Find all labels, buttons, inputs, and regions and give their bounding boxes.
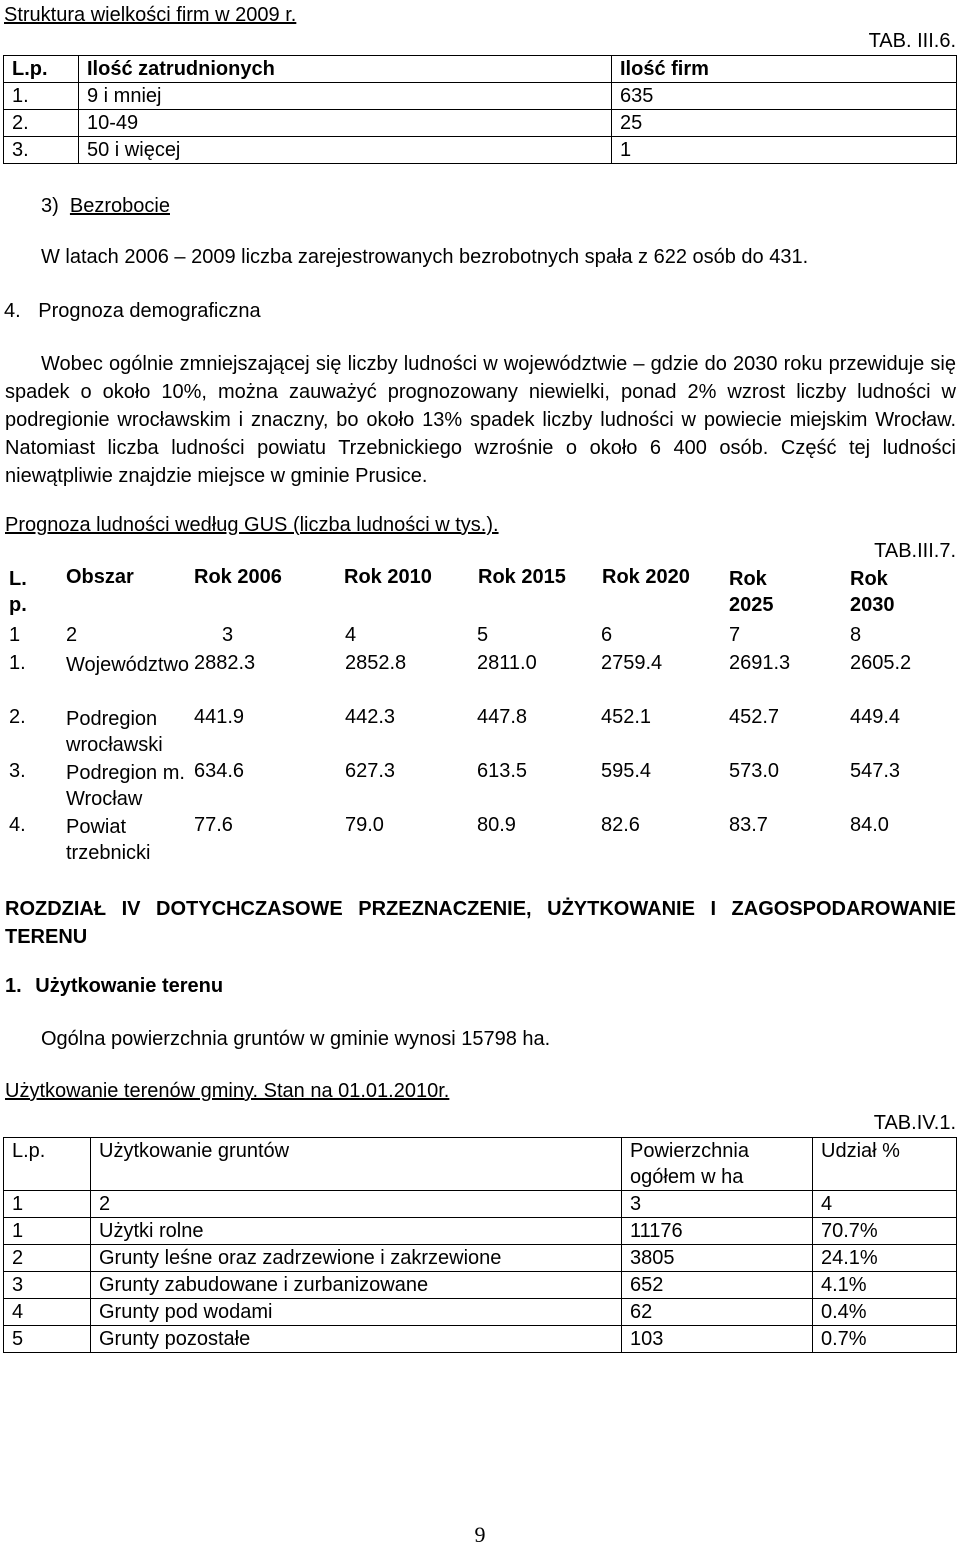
land-use-table-title: Użytkowanie terenów gminy. Stan na 01.01.2010r. <box>5 1080 450 1102</box>
table-cell: 62 <box>622 1299 813 1326</box>
table-header-row <box>4 1138 957 1191</box>
table-cell: 634.6 <box>194 760 245 782</box>
table-cell: L.p. <box>4 56 79 83</box>
table-row <box>4 1272 957 1299</box>
col-number: 8 <box>850 624 862 646</box>
table-cell: 573.0 <box>729 760 780 782</box>
table-cell: 4. <box>9 814 26 836</box>
table-cell: 452.1 <box>601 706 652 728</box>
table-cell: 2882.3 <box>194 652 256 674</box>
col-header-2020: Rok 2020 <box>602 566 690 588</box>
table-cell: Powiat trzebnicki <box>66 816 151 864</box>
table-cell: 4 <box>4 1299 91 1326</box>
table-cell: Grunty leśne oraz zadrzewione i zakrzewione <box>91 1245 622 1272</box>
table-cell: Grunty zabudowane i zurbanizowane <box>91 1272 622 1299</box>
table-row <box>4 1326 957 1353</box>
table-cell: 452.7 <box>729 706 780 728</box>
table-cell: 1 <box>4 1191 91 1218</box>
col-header-lp: L. p. <box>9 568 27 616</box>
table-cell: 2605.2 <box>850 652 912 674</box>
section-3-title: Bezrobocie <box>69 195 170 217</box>
table-cell: 24.1% <box>813 1245 957 1272</box>
table-row <box>4 137 957 164</box>
subsection-title: Użytkowanie terenu <box>35 975 224 997</box>
table-cell: Grunty pod wodami <box>91 1299 622 1326</box>
table-cell: 547.3 <box>850 760 901 782</box>
table-cell: 80.9 <box>477 814 516 836</box>
table-cell: 2 <box>91 1191 622 1218</box>
table-row <box>4 1191 957 1218</box>
table-cell: 83.7 <box>729 814 768 836</box>
table-cell: 1 <box>4 1218 91 1245</box>
col-header-2030: Rok 2030 <box>850 568 895 616</box>
subsection-number: 1. <box>5 975 22 997</box>
land-use-table <box>3 1137 957 1353</box>
header-title: Struktura wielkości firm w 2009 r. <box>4 4 297 26</box>
col-header-2010: Rok 2010 <box>344 566 432 588</box>
table-cell: 0.4% <box>813 1299 957 1326</box>
col-number: 4 <box>345 624 357 646</box>
table-cell: 1. <box>4 83 79 110</box>
tab1-label: TAB. III.6. <box>868 30 956 52</box>
table-cell: 82.6 <box>601 814 640 836</box>
table-cell: 449.4 <box>850 706 901 728</box>
table-cell: 3. <box>9 760 26 782</box>
table-row <box>4 1245 957 1272</box>
col-number: 1 <box>9 624 21 646</box>
table-cell: 84.0 <box>850 814 889 836</box>
table-cell: Powierzchnia ogółem w ha <box>622 1138 813 1191</box>
table-cell: 595.4 <box>601 760 652 782</box>
table-cell: 447.8 <box>477 706 528 728</box>
firm-size-table <box>3 55 957 164</box>
table-cell: 4 <box>813 1191 957 1218</box>
table-cell: 5 <box>4 1326 91 1353</box>
subsection-heading <box>5 975 223 998</box>
table-cell: 4.1% <box>813 1272 957 1299</box>
col-header-area: Obszar <box>66 566 134 588</box>
table-cell: Udział % <box>813 1138 957 1191</box>
table-cell: 2691.3 <box>729 652 791 674</box>
table-header-row <box>4 56 957 83</box>
table-cell: Grunty pozostałe <box>91 1326 622 1353</box>
table-row <box>4 83 957 110</box>
table-cell: 1. <box>9 652 26 674</box>
section-4-number: 4. <box>4 300 21 322</box>
table-cell: 3805 <box>622 1245 813 1272</box>
col-number: 7 <box>729 624 741 646</box>
table-row <box>4 1299 957 1326</box>
table-cell: Ilość firm <box>612 56 957 83</box>
total-area-text: Ogólna powierzchnia gruntów w gminie wynosi 15798 ha. <box>41 1028 551 1050</box>
section-4-title: Prognoza demograficzna <box>38 300 261 322</box>
table-cell: 441.9 <box>194 706 245 728</box>
col-header-2025: Rok 2025 <box>729 568 774 616</box>
table-cell: Użytkowanie gruntów <box>91 1138 622 1191</box>
table-cell: 2. <box>9 706 26 728</box>
table-cell: 2852.8 <box>345 652 407 674</box>
col-number: 2 <box>66 624 78 646</box>
table-cell: 70.7% <box>813 1218 957 1245</box>
table-cell: 79.0 <box>345 814 384 836</box>
tab3-label: TAB.IV.1. <box>873 1112 956 1134</box>
table-cell: Użytki rolne <box>91 1218 622 1245</box>
table-cell: 652 <box>622 1272 813 1299</box>
population-table-title: Prognoza ludności według GUS (liczba ludności w tys.). <box>5 514 499 536</box>
table-cell: 2759.4 <box>601 652 663 674</box>
table-row <box>4 1218 957 1245</box>
table-cell: 25 <box>612 110 957 137</box>
table-cell: 442.3 <box>345 706 396 728</box>
section-4-heading <box>4 300 261 323</box>
table-cell: 2. <box>4 110 79 137</box>
col-number: 6 <box>601 624 613 646</box>
table-cell: 77.6 <box>194 814 233 836</box>
table-cell: 3 <box>622 1191 813 1218</box>
section-3-text: W latach 2006 – 2009 liczba zarejestrowanych bezrobotnych spała z 622 osób do 431. <box>41 246 809 268</box>
section-4-paragraph: Wobec ogólnie zmniejszającej się liczby ludności w województwie – gdzie do 2030 roku przewiduje się spadek o około 10%, można zauważyć prognozowany niewielki, ponad 2% wzrost liczby ludności w podregionie wrocławskim i znaczny, bo około 13% spadek liczby ludności w powiecie miejskim Wrocław. Natomiast liczba ludności powiatu Trzebnickiego wzrośnie o około 6 400 osób. Część tej ludności niewątpliwie znajdzie miejsce w gminie Prusice. <box>5 353 956 487</box>
table-cell: Ilość zatrudnionych <box>79 56 612 83</box>
table-cell: Podregion wrocławski <box>66 708 163 756</box>
table-cell: 11176 <box>622 1218 813 1245</box>
section-3-heading <box>41 195 170 218</box>
table-cell: 2811.0 <box>477 652 537 674</box>
table-cell: 2 <box>4 1245 91 1272</box>
col-number: 5 <box>477 624 489 646</box>
section-3-number: 3) <box>41 195 59 217</box>
table-cell: 1 <box>612 137 957 164</box>
table-cell: Województwo <box>66 654 190 676</box>
table-cell: 613.5 <box>477 760 528 782</box>
page-number: 9 <box>474 1522 486 1547</box>
col-header-2006: Rok 2006 <box>194 566 282 588</box>
tab2-label: TAB.III.7. <box>874 540 956 562</box>
table-cell: 635 <box>612 83 957 110</box>
table-cell: 627.3 <box>345 760 396 782</box>
table-cell: 50 i więcej <box>79 137 612 164</box>
table-row <box>4 110 957 137</box>
chapter-title: ROZDZIAŁ IV DOTYCHCZASOWE PRZEZNACZENIE, UŻYTKOWANIE I ZAGOSPODAROWANIE TERENU <box>5 898 956 948</box>
table-cell: Podregion m. Wrocław <box>66 762 185 810</box>
table-cell: 103 <box>622 1326 813 1353</box>
table-cell: 9 i mniej <box>79 83 612 110</box>
table-cell: 10-49 <box>79 110 612 137</box>
table-cell: 0.7% <box>813 1326 957 1353</box>
table-cell: L.p. <box>4 1138 91 1191</box>
col-header-2015: Rok 2015 <box>478 566 566 588</box>
col-number: 3 <box>222 624 234 646</box>
table-cell: 3. <box>4 137 79 164</box>
table-cell: 3 <box>4 1272 91 1299</box>
